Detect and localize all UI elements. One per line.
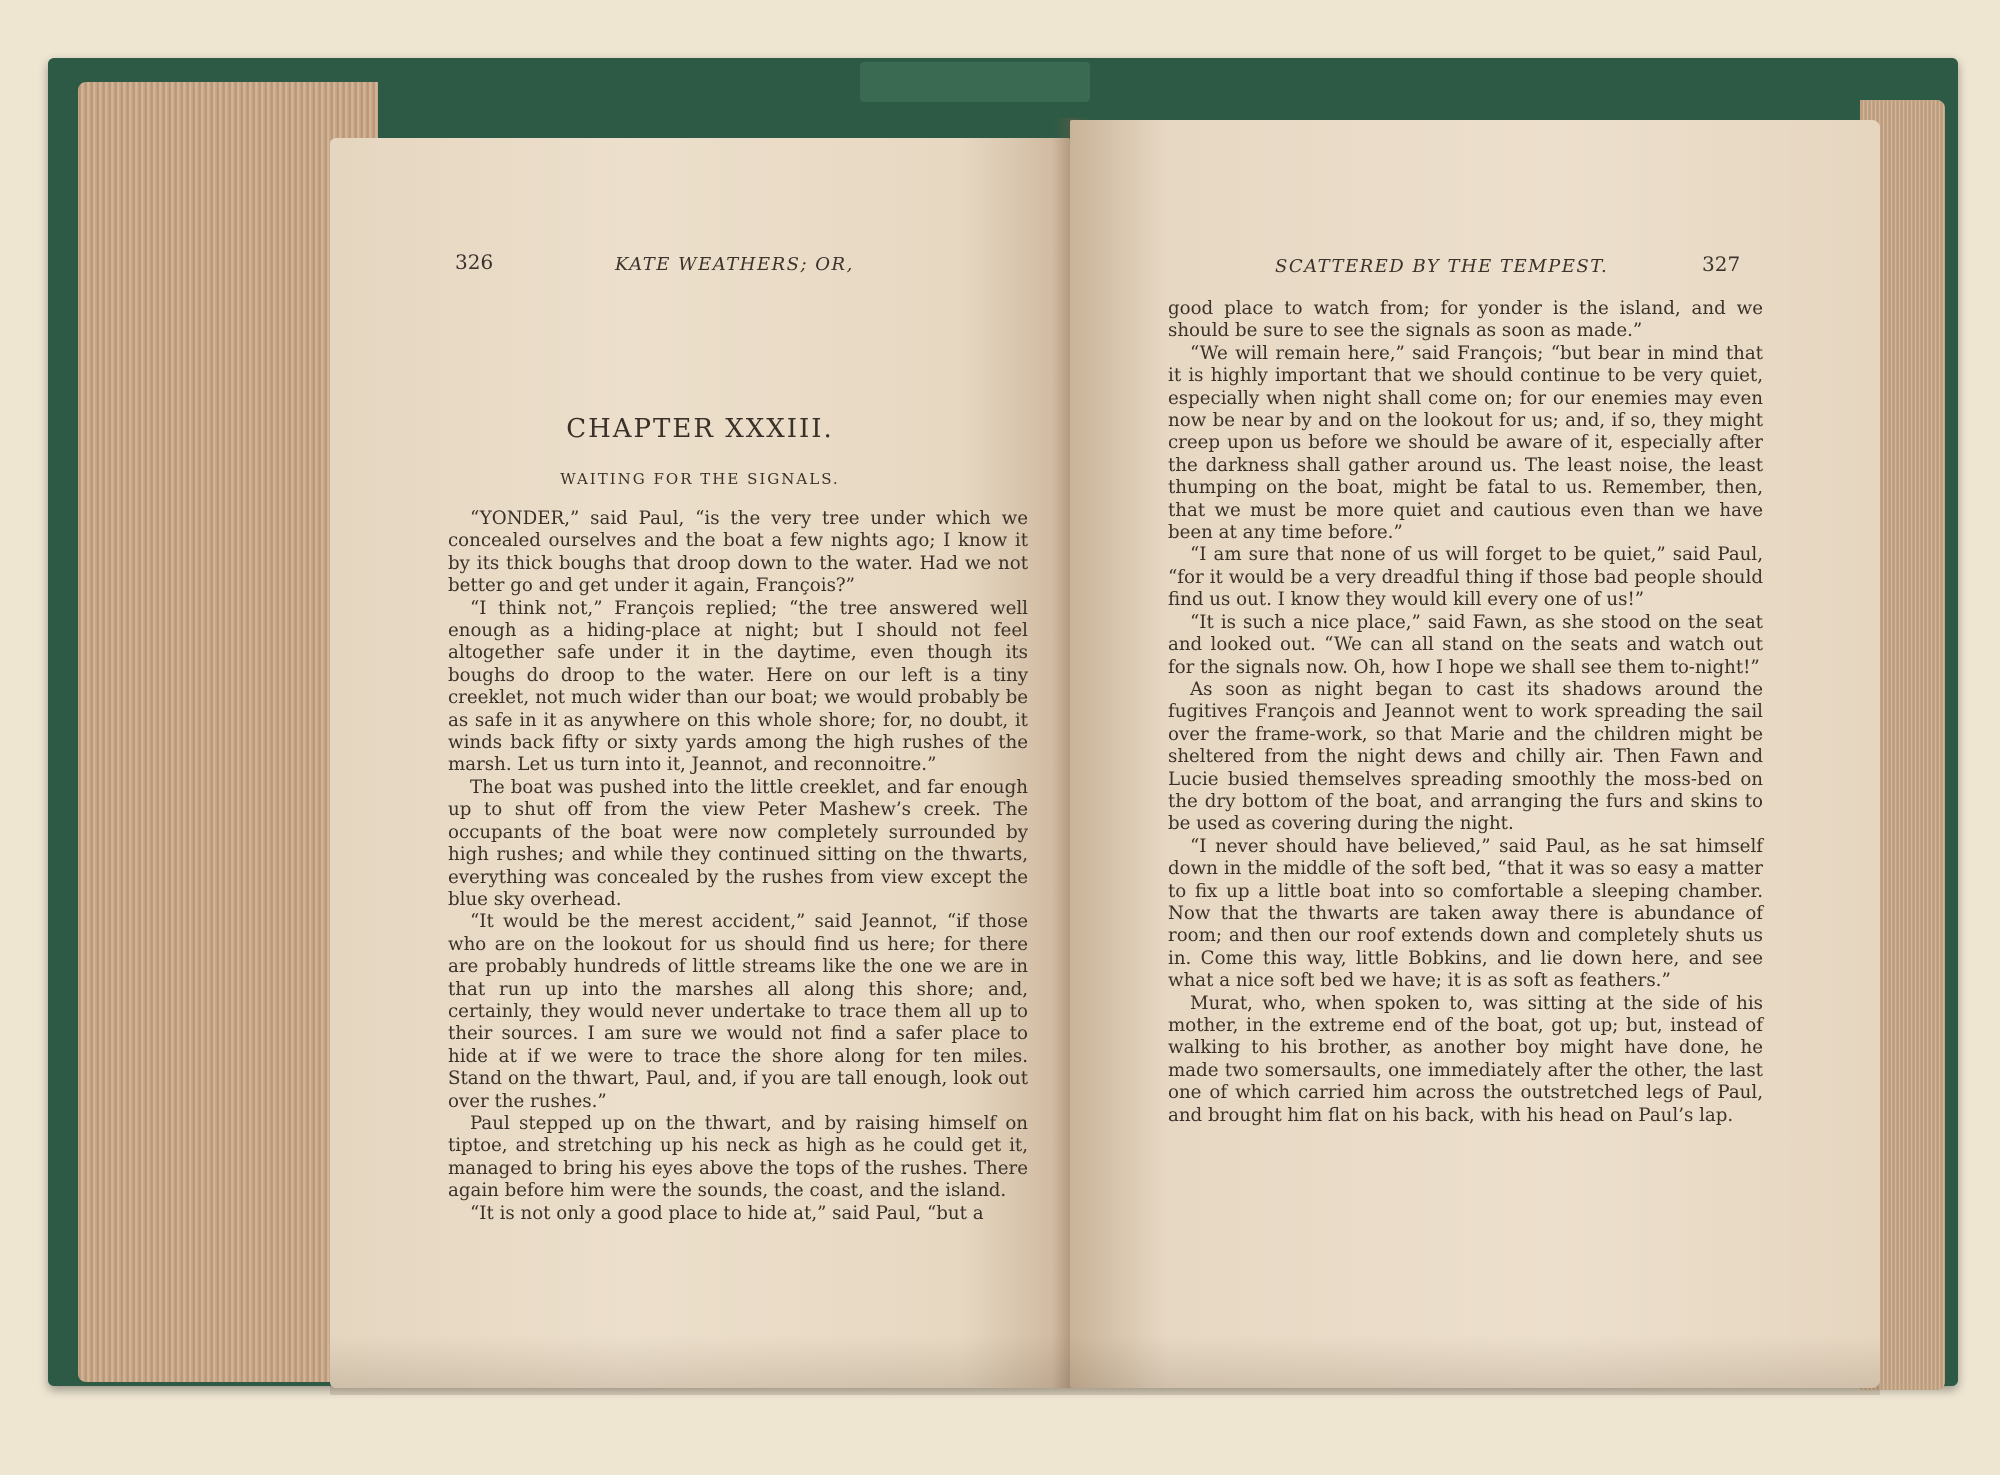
paragraph: As soon as night began to cast its shadows around the fugitives François and Jeannot went to work spreading the sail over the frame-work, so that Marie and the children might be sheltered from the night dews and chilly air. Then Fawn and Lucie busied themselves spreading smoothly the moss-bed on the dry bottom of the boat, and arranging the furs and skins to be used as covering during the night. <box>1168 678 1763 835</box>
paragraph: “I am sure that none of us will forget to be quiet,” said Paul, “for it would be a very dreadful thing if those bad people should find us out. I know they would kill every one of us!” <box>1168 544 1763 611</box>
running-head-left: KATE WEATHERS; OR, <box>615 254 854 275</box>
running-head-right: SCATTERED BY THE TEMPEST. <box>1275 256 1609 277</box>
page-number-right: 327 <box>1702 252 1741 276</box>
paragraph: “It would be the merest accident,” said Jeannot, “if those who are on the lookout for us should find us here; for there are probably hundreds of little streams like the one we are in that run up into the marshes all along this shore; and, certainly, they would never undertake to trace them all up to their sources. I am sure we would not find a safer place to hide at if we were to trace the shore along for ten miles. Stand on the thwart, Paul, and, if you are tall enough, look out over the rushes.” <box>448 911 1028 1112</box>
left-page-text <box>448 508 1028 1225</box>
paragraph: Paul stepped up on the thwart, and by raising himself on tiptoe, and stretching up his neck as high as he could get it, managed to bring his eyes above the tops of the rushes. There again before him were the sounds, the coast, and the island. <box>448 1112 1028 1202</box>
page-number-left: 326 <box>455 250 494 274</box>
paragraph: good place to watch from; for yonder is the island, and we should be sure to see the signals as soon as made.” <box>1168 298 1763 342</box>
paragraph: “We will remain here,” said François; “but bear in mind that it is highly important that we should continue to be very quiet, especially when night shall come on; for our enemies may even now be near by and on the lookout for us; and, if so, they might creep upon us before we should be aware of it, especially after the darkness shall gather around us. The least noise, the least thumping on the boat, might be fatal to us. Remember, then, that we must be more quiet and cautious even than we have been at any time before.” <box>1168 342 1763 544</box>
paragraph: Murat, who, when spoken to, was sitting at the side of his mother, in the extreme end of the boat, got up; but, instead of walking to his brother, as another boy might have done, he made two somersaults, one immediately after the other, the last one of which carried him across the outstretched legs of Paul, and brought him flat on his back, with his head on Paul’s lap. <box>1168 992 1763 1126</box>
chapter-title: CHAPTER XXXIII. <box>566 414 834 444</box>
page-bottom-shadow <box>330 1335 1880 1395</box>
paragraph: “It is not only a good place to hide at,” said Paul, “but a <box>470 1202 984 1224</box>
paragraph: “I think not,” François replied; “the tree answered well enough as a hiding-place at night; but I should not feel altogether safe under it in the daytime, even though its boughs do droop to the water. Here on our left is a tiny creeklet, not much wider than our boat; we would probably be as safe in it as anywhere on this whole shore; for, no doubt, it winds back fifty or sixty yards among the high rushes of the marsh. Let us turn into it, Jeannot, and reconnoitre.” <box>448 597 1028 776</box>
right-page <box>1070 120 1880 1388</box>
paragraph: “YONDER,” said Paul, “is the very tree under which we concealed ourselves and the boat a few nights ago; I know it by its thick boughs that droop down to the water. Had we not better go and get under it again, François?” <box>448 508 1028 597</box>
right-page-text <box>1168 298 1763 1127</box>
paragraph: The boat was pushed into the little creeklet, and far enough up to shut off from the view Peter Mashew’s creek. The occupants of the boat were now completely surrounded by high rushes; and while they continued sitting on the thwarts, everything was concealed by the rushes from view except the blue sky overhead. <box>448 776 1028 910</box>
book-spine-top <box>860 62 1090 102</box>
chapter-subtitle: WAITING FOR THE SIGNALS. <box>560 470 840 488</box>
paragraph: “It is such a nice place,” said Fawn, as she stood on the seat and looked out. “We can all stand on the seats and watch out for the signals now. Oh, how I hope we shall see them to-night!” <box>1168 611 1763 678</box>
left-page <box>330 138 1070 1388</box>
paragraph: “I never should have believed,” said Paul, as he sat himself down in the middle of the soft bed, “that it was so easy a matter to fix up a little boat into so comfortable a sleeping chamber. Now that the thwarts are taken away there is abundance of room; and then our roof extends down and completely shuts us in. Come this way, little Bobkins, and lie down here, and see what a nice soft bed we have; it is as soft as feathers.” <box>1168 835 1763 992</box>
